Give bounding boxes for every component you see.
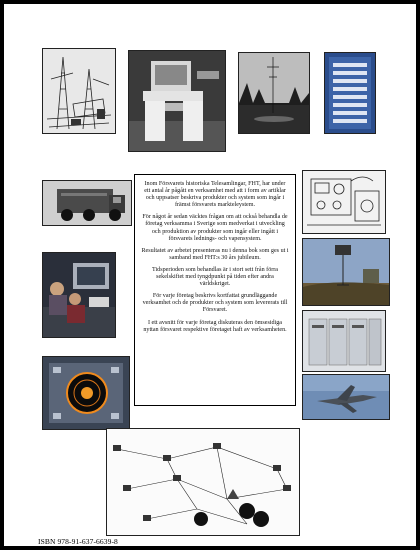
back-cover-text-panel — [134, 174, 296, 406]
photo-radio-set-sketch — [302, 170, 386, 234]
paragraph-intro: Inom Försvarets historiska Telesamlingar, FHT, har under ett antal år pågått en verksamhet med att i form av artiklar och uppsatser beskriva produkter och system som ingår i främst försvarets markteleystem. — [144, 181, 286, 209]
photo-network-diagram — [106, 428, 300, 536]
book-back-cover — [4, 4, 416, 546]
photo-equipment-racks — [302, 310, 386, 372]
photo-mast-in-forest — [238, 52, 310, 134]
sketch-tower-illustration — [43, 49, 115, 133]
photo-radio-mast-sketch — [42, 48, 116, 134]
paragraph-time-period: Tidsperioden som behandlas är i stort sett från förra sekelskiftet med tyngdpunkt på tiden efter andra världskriget. — [151, 266, 279, 288]
isbn-number: ISBN 978-91-637-6639-8 — [38, 537, 118, 546]
photo-radar-display — [42, 356, 130, 430]
photo-fighter-jet — [302, 374, 390, 420]
paragraph-background: För något år sedan väcktes frågan om att också behandla de företag verksamma i Sverige som medverkat i utveckling och produktion av produkter som ingår eller ingått i försvarets lednings- och vapensystem. — [142, 214, 288, 242]
photo-radar-antenna-field — [302, 238, 390, 306]
photo-operator-console — [128, 50, 226, 152]
photo-blue-equipment-cabinet — [324, 52, 376, 134]
paragraph-mutual-benefit: I ett avsnitt för varje företag diskuteras den ömsesidiga nyttan försvaret respektive företaget haft av verksamheten. — [143, 319, 287, 333]
paragraph-company-descriptions: För varje företag beskrivs kortfattat grundläggande verksamhet och de produkter och system som levererats till Försvaret. — [142, 293, 288, 314]
photo-military-truck — [42, 180, 132, 226]
paragraph-result: Resultatet av arbetet presenteras nu i denna bok som ges ut i samband med FHT:s 30 års jubileum. — [141, 247, 289, 261]
photo-operators-at-screens — [42, 252, 116, 338]
